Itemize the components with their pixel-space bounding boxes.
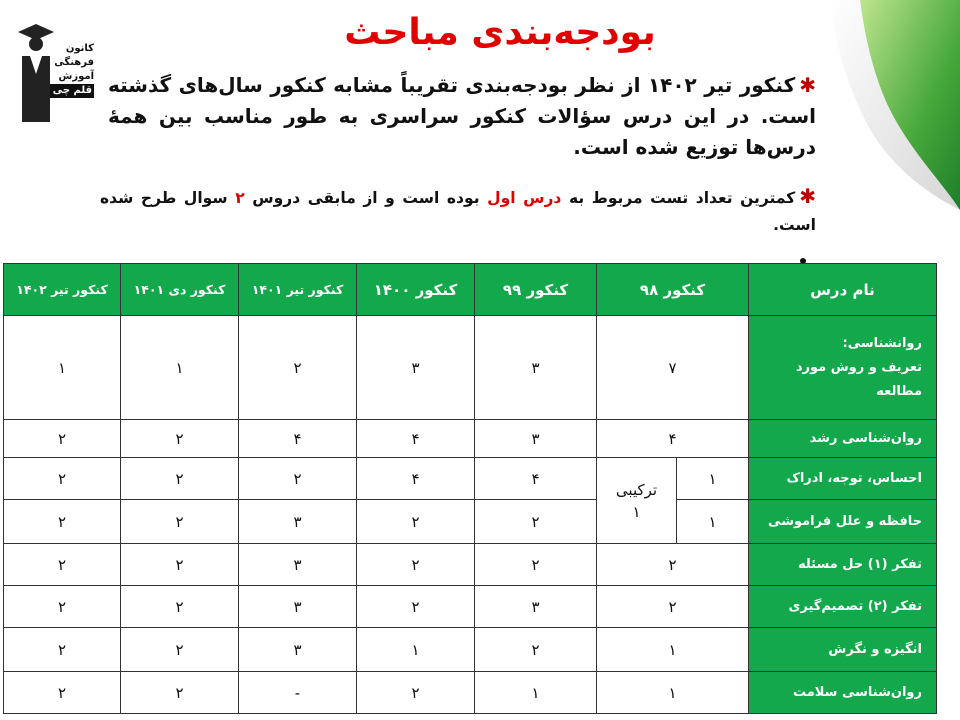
cell-k1401-tir: ۲ [239, 316, 357, 420]
row-subject: روان‌شناسی رشد [749, 420, 937, 458]
cell-k98: ۱ [597, 672, 749, 714]
cell-k1401-dey: ۲ [121, 586, 239, 628]
cell-k1401-dey: ۲ [121, 420, 239, 458]
logo-line1: کانون [65, 43, 94, 54]
cell-k1400: ۴ [357, 458, 475, 500]
cell-k99: ۲ [475, 628, 597, 672]
logo-line4: قلم چی [50, 84, 94, 98]
cell-k1401-tir: ۲ [239, 458, 357, 500]
cell-k1401-tir: ۳ [239, 586, 357, 628]
cell-k98: ۱ [597, 628, 749, 672]
cell-k1400: ۳ [357, 316, 475, 420]
note-highlight-first-lesson: درس اول [487, 189, 562, 207]
header-konkur-1400: کنکور ۱۴۰۰ [357, 264, 475, 316]
cell-k99: ۳ [475, 316, 597, 420]
budget-table [3, 263, 937, 714]
cell-k1400: ۲ [357, 672, 475, 714]
cell-k1402: ۲ [4, 420, 121, 458]
row-subject: انگیزه و نگرش [749, 628, 937, 672]
cell-k99: ۲ [475, 544, 597, 586]
cell-k1402: ۱ [4, 316, 121, 420]
row-subject-line1: روانشناسی: [842, 335, 922, 351]
cell-k1402: ۲ [4, 500, 121, 544]
note-highlight-count: ۲ [235, 189, 245, 207]
cell-k1401-dey: ۲ [121, 544, 239, 586]
header-konkur-98: کنکور ۹۸ [597, 264, 749, 316]
cell-k98: ۲ [597, 544, 749, 586]
cell-k98: ۴ [597, 420, 749, 458]
table-row [4, 586, 937, 628]
cell-k98-sub: ۱ [677, 500, 749, 544]
cell-k98: ۲ [597, 586, 749, 628]
cell-k98-sub: ۱ [677, 458, 749, 500]
table-row [4, 628, 937, 672]
header-konkur-99: کنکور ۹۹ [475, 264, 597, 316]
cell-k1402: ۲ [4, 628, 121, 672]
intro-text: کنکور تیر ۱۴۰۲ از نظر بودجه‌بندی تقریباً مشابه کنکور سال‌های گذشته است. در این درس سؤالات کنکور سراسری به طور مناسب بین همهٔ درس‌ها توزیع شده است. [108, 73, 816, 159]
logo-text [50, 42, 94, 98]
note-text-before: کمترین تعداد تست مربوط به [568, 189, 796, 207]
logo-line3: آموزش [58, 71, 94, 82]
combined-value: ۱ [632, 502, 641, 521]
row-subject [749, 316, 937, 420]
logo-line2: فرهنگی [54, 57, 94, 68]
table-row [4, 500, 937, 544]
cell-k1402: ۲ [4, 458, 121, 500]
intro-paragraph [108, 70, 816, 163]
cell-k1402: ۲ [4, 544, 121, 586]
cell-k1401-dey: ۲ [121, 458, 239, 500]
cell-k1400: ۲ [357, 544, 475, 586]
page-curl-decoration [830, 0, 960, 210]
row-subject-line2: تعریف و روش مورد مطالعه [795, 359, 922, 399]
note-text-middle: بوده است و از مابقی دروس [252, 189, 480, 207]
cell-k99: ۲ [475, 500, 597, 544]
cell-k1401-dey: ۲ [121, 628, 239, 672]
cell-k1400: ۲ [357, 586, 475, 628]
cell-k1401-tir: - [239, 672, 357, 714]
row-subject: تفکر (۱) حل مسئله [749, 544, 937, 586]
cell-k99: ۳ [475, 586, 597, 628]
cell-k1401-tir: ۳ [239, 500, 357, 544]
page-title: بودجه‌بندی مباحث [344, 12, 656, 53]
cell-k1401-dey: ۲ [121, 500, 239, 544]
table-row [4, 458, 937, 500]
cell-k1400: ۱ [357, 628, 475, 672]
cell-k1402: ۲ [4, 672, 121, 714]
table-row [4, 544, 937, 586]
header-subject: نام درس [749, 264, 937, 316]
cell-k1401-dey: ۲ [121, 672, 239, 714]
table-row [4, 672, 937, 714]
table-row [4, 420, 937, 458]
table-header-row [4, 264, 937, 316]
row-subject: حافظه و علل فراموشی [749, 500, 937, 544]
table-row [4, 316, 937, 420]
cell-k98-combined [597, 458, 677, 544]
cell-k99: ۱ [475, 672, 597, 714]
row-subject: روان‌شناسی سلامت [749, 672, 937, 714]
cell-k1401-tir: ۴ [239, 420, 357, 458]
combined-label: ترکیبی [615, 480, 658, 499]
cell-k1402: ۲ [4, 586, 121, 628]
header-konkur-tir-1402: کنکور تیر ۱۴۰۲ [4, 264, 121, 316]
cell-k1401-tir: ۳ [239, 628, 357, 672]
cell-k98: ۷ [597, 316, 749, 420]
cell-k99: ۴ [475, 458, 597, 500]
cell-k1400: ۲ [357, 500, 475, 544]
row-subject: تفکر (۲) تصمیم‌گیری [749, 586, 937, 628]
note-text-after: سوال طرح شده است. [100, 189, 816, 234]
header-konkur-dey-1401: کنکور دی ۱۴۰۱ [121, 264, 239, 316]
bullet-star-icon: ✱ [799, 184, 816, 208]
cell-k1400: ۴ [357, 420, 475, 458]
bullet-star-icon: ✱ [799, 73, 816, 97]
cell-k1401-dey: ۱ [121, 316, 239, 420]
row-subject: احساس، توجه، ادراک [749, 458, 937, 500]
cell-k1401-tir: ۳ [239, 544, 357, 586]
header-konkur-tir-1401: کنکور تیر ۱۴۰۱ [239, 264, 357, 316]
cell-k99: ۳ [475, 420, 597, 458]
note-paragraph [100, 183, 816, 239]
